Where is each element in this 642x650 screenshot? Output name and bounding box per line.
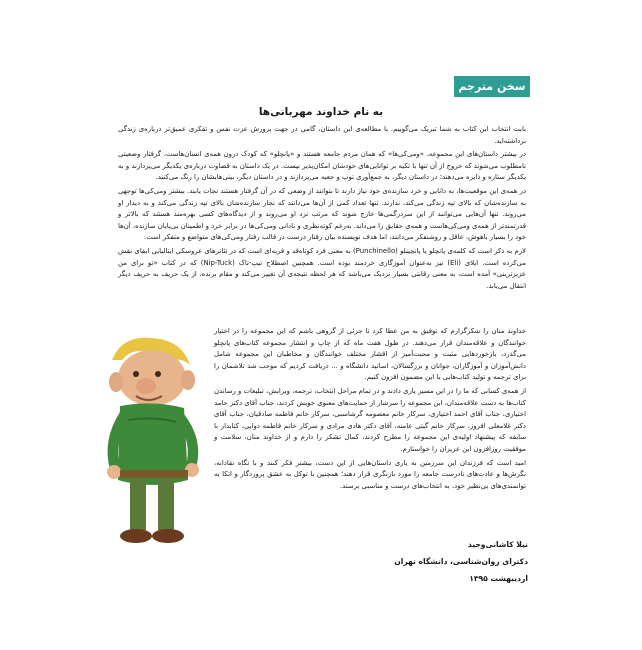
paragraph: خداوند منان را شکرگزارم که توفیق به من عطا کرد تا جزئی از گروهی باشم که این مجموعه را در اختیار خوانندگان و علاقه‌مندان قرار می‌دهند. در طول هفت ماه که از چاپ و انتشار مجموعه کتاب‌های پانچلو می‌گذرد، بازخوردهایی مثبت و محبت‌آمیز از اقشار مختلف خوانندگان و مخاطبان این مجموعه شامل دانش‌آموزان و آموزگاران، جوانان و بزرگسالان، اساتید دانشگاه و ... دریافت کردیم که موجب شد تلاشمان را برای ترجمه و تولید کتاب‌هایی با این مضمون افزون کنیم. <box>214 327 526 382</box>
intro-text <box>118 124 526 294</box>
translator-signature <box>394 536 528 587</box>
acknowledgement-text <box>214 326 526 494</box>
paragraph: در بیشتر داستان‌های این مجموعه، «ومی‌کی‌ها» که همان مردم جامعه هستند و «پانچلو» که کودک درون همه‌ی انسان‌هاست، گرفتار وضعیتی نامطلوب می‌شوند که خروج از آن تنها با تکیه بر توانایی‌های خودشان امکان‌پذیر نیست. در یک داستان به قضاوت درباره‌ی یکدیگر می‌پردازند و به یکدیگر ستاره و ذایره می‌دهند؛ در داستان دیگر، به جمع‌آوری توپ و جعبه می‌پردازند و در داستان دیگر، بینی‌هایشان را رنگ می‌کنند. <box>118 150 526 182</box>
paragraph: بابت انتخاب این کتاب به شما تبریک می‌گوییم. با مطالعه‌ی این داستان، گامی در جهت پرورش عزت نفس و تفکری عمیق‌تر درباره‌ی زندگی برداشته‌اید. <box>118 125 526 145</box>
signature-date: اردیبهشت ۱۳۹۵ <box>469 574 528 583</box>
paragraph: لازم به ذکر است که کلمه‌ی پانچلو یا پانچینلو (Punchinello) به معنی فرد کوتاه‌قد و فربه‌ای است که در تئاترهای عروسکی ایتالیایی ایفای نقش می‌کرده است. ایلای (Eli) نیز به‌عنوان آموزگاری خردمند بوده است. همچنین اصطلاح تیپ-تاک (Nip-Tuck) که در کتاب «تو برای من عزیزترینی» آمده است، به معنی رقابتی بسیار نزدیک می‌باشد که هر لحظه نتیجه‌ی آن تغییر می‌کند و مقام برنده، از یک حریف به حریف دیگر انتقال می‌یابد. <box>118 246 526 290</box>
paragraph: در همه‌ی این موقعیت‌ها، به دانایی و خرد سازنده‌ی خود نیاز دارند تا بتوانند از وضعی که در آن گرفتار هستند نجات یابند. بیشتر ومی‌کی‌ها توجهی به سازنده‌شان که بالای تپه زندگی می‌کند، ندارند. تنها تعداد کمی از آن‌ها می‌دانند که نجار سازنده‌شان بالای تپه زندگی می‌کند و به دیدار او می‌روند. تنها آن‌هایی می‌توانند از این سردرگمی‌ها خارج شوند که مرتب نزد او می‌روند و از دیدگاه‌های کسی بهره‌مند هستند که بالاتر و قدرتمندتر از همه‌ی ومی‌کی‌هاست و همه‌ی حقایق را می‌داند. به‌رغم کوته‌نظری و نادانی ومی‌کی‌ها در برابر خرد و اطمینان بی‌پایان سازنده، آن‌ها خود را بسیار باهوش، عاقل و روشنفکر می‌دانند، اما هدف نویسنده بیان رفتار درست در قالب رفتار ومی‌کی‌های متواضع و متفکر است. <box>118 186 526 242</box>
paragraph: از همه‌ی کسانی که ما را در این مسیر یاری دادند و در تمام مراحل انتخاب، ترجمه، ویرایش، تبلیغات و رساندن کتاب‌ها به دست علاقه‌مندان، این مجموعه را سرشار از حمایت‌های معنوی خویش کردند، جناب آقای دکتر حامد اختیاری، جناب آقای احمد اختیاری، سرکار خانم معصومه گرشاسبی، سرکار خانم فاطمه صادقیان، جناب آقای دکتر غلامعلی افروز، سرکار خانم گیتی عامنه، آقای دکتر هادی مرادی و سرکار خانم فاطمه دوایی، کتابدار با سابقه که پیشنهاد اولیه‌ی این مجموعه را مطرح کردند، کمال تشکر را دارم و از خداوند منان، سلامت و موفقیت روزافزون این عزیزان را خواستارم. <box>214 386 526 453</box>
paragraph: امید است که فرزندان این سرزمین به یاری داستان‌هایی از این دست، بیشتر فکر کنند و با نگاه نقادانه، نگرش‌ها و عادت‌های نادرست جامعه را مورد بازنگری قرار دهند؛ همچنین با توکل به عشق پروردگار و اتکا به توانمندی‌های بی‌نظیر خود، به انتخاب‌های درست و مناسبی برسند. <box>214 458 526 490</box>
translator-name: نیلا کاشانی‌وحید <box>467 540 528 549</box>
page-title: به نام خداوند مهربانی‌ها <box>258 106 384 118</box>
section-header-badge: سخن مترجم <box>454 76 530 97</box>
punchinello-figure-icon <box>92 330 218 560</box>
translator-credential: دکترای روان‌شناسی، دانشگاه تهران <box>394 557 528 566</box>
